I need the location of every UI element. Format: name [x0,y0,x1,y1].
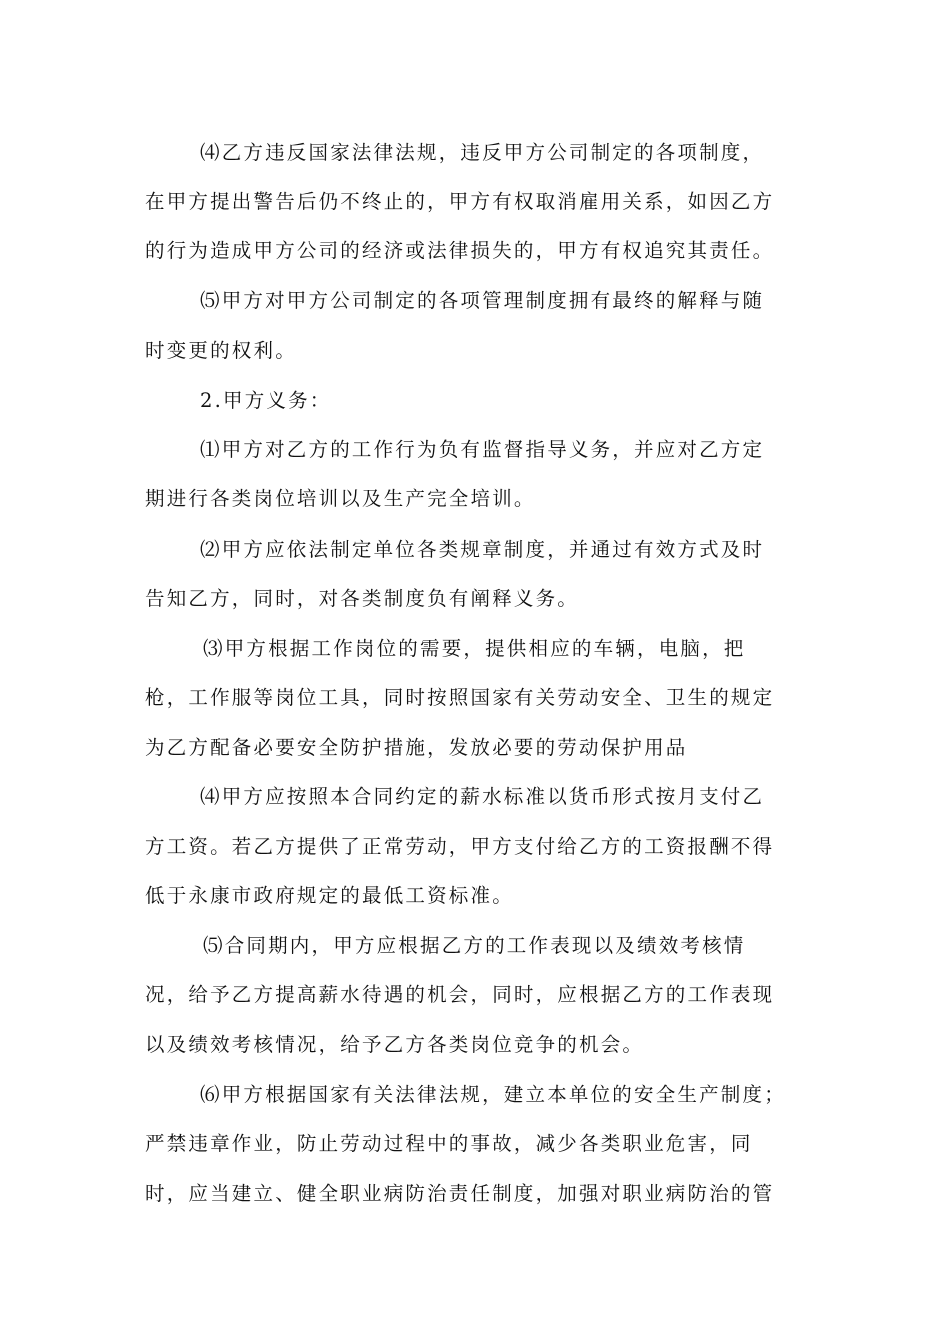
text-line: 为乙方配备必要安全防护措施，发放必要的劳动保护用品 [145,736,688,759]
text-line: ⑷甲方应按照本合同约定的薪水标准以货币形式按月支付乙 [200,785,765,808]
text-line: ⑹甲方根据国家有关法律法规，建立本单位的安全生产制度； [200,1083,786,1106]
text-line: 方工资。若乙方提供了正常劳动，甲方支付给乙方的工资报酬不得 [145,835,775,858]
text-line: 以及绩效考核情况，给予乙方各类岗位竞争的机会。 [145,1033,645,1056]
text-line: 的行为造成甲方公司的经济或法律损失的，甲方有权追究其责任。 [145,239,775,262]
text-line: 低于永康市政府规定的最低工资标准。 [145,884,514,907]
text-line: 期进行各类岗位培训以及生产完全培训。 [145,487,536,510]
text-line: 时，应当建立、健全职业病防治责任制度，加强对职业病防治的管 [145,1182,775,1205]
text-line: ⑵甲方应依法制定单位各类规章制度，并通过有效方式及时 [200,538,765,561]
text-line: 告知乙方，同时，对各类制度负有阐释义务。 [145,587,580,610]
text-line: 在甲方提出警告后仍不终止的，甲方有权取消雇用关系，如因乙方 [145,190,775,213]
text-line: ⑶甲方根据工作岗位的需要，提供相应的车辆，电脑，把 [203,637,746,660]
text-line: 严禁违章作业，防止劳动过程中的事故，减少各类职业危害，同 [145,1132,753,1155]
text-line: 时变更的权利。 [145,339,297,362]
text-line: ⑸甲方对甲方公司制定的各项管理制度拥有最终的解释与随 [200,289,765,312]
section-heading: 2.甲方义务： [200,389,332,412]
text-line: ⑸合同期内，甲方应根据乙方的工作表现以及绩效考核情 [203,934,746,957]
text-line: ⑴甲方对乙方的工作行为负有监督指导义务，并应对乙方定 [200,438,765,461]
text-line: ⑷乙方违反国家法律法规，违反甲方公司制定的各项制度， [200,141,765,164]
text-line: 况，给予乙方提高薪水待遇的机会，同时，应根据乙方的工作表现 [145,983,775,1006]
text-line: 枪，工作服等岗位工具，同时按照国家有关劳动安全、卫生的规定 [145,686,775,709]
